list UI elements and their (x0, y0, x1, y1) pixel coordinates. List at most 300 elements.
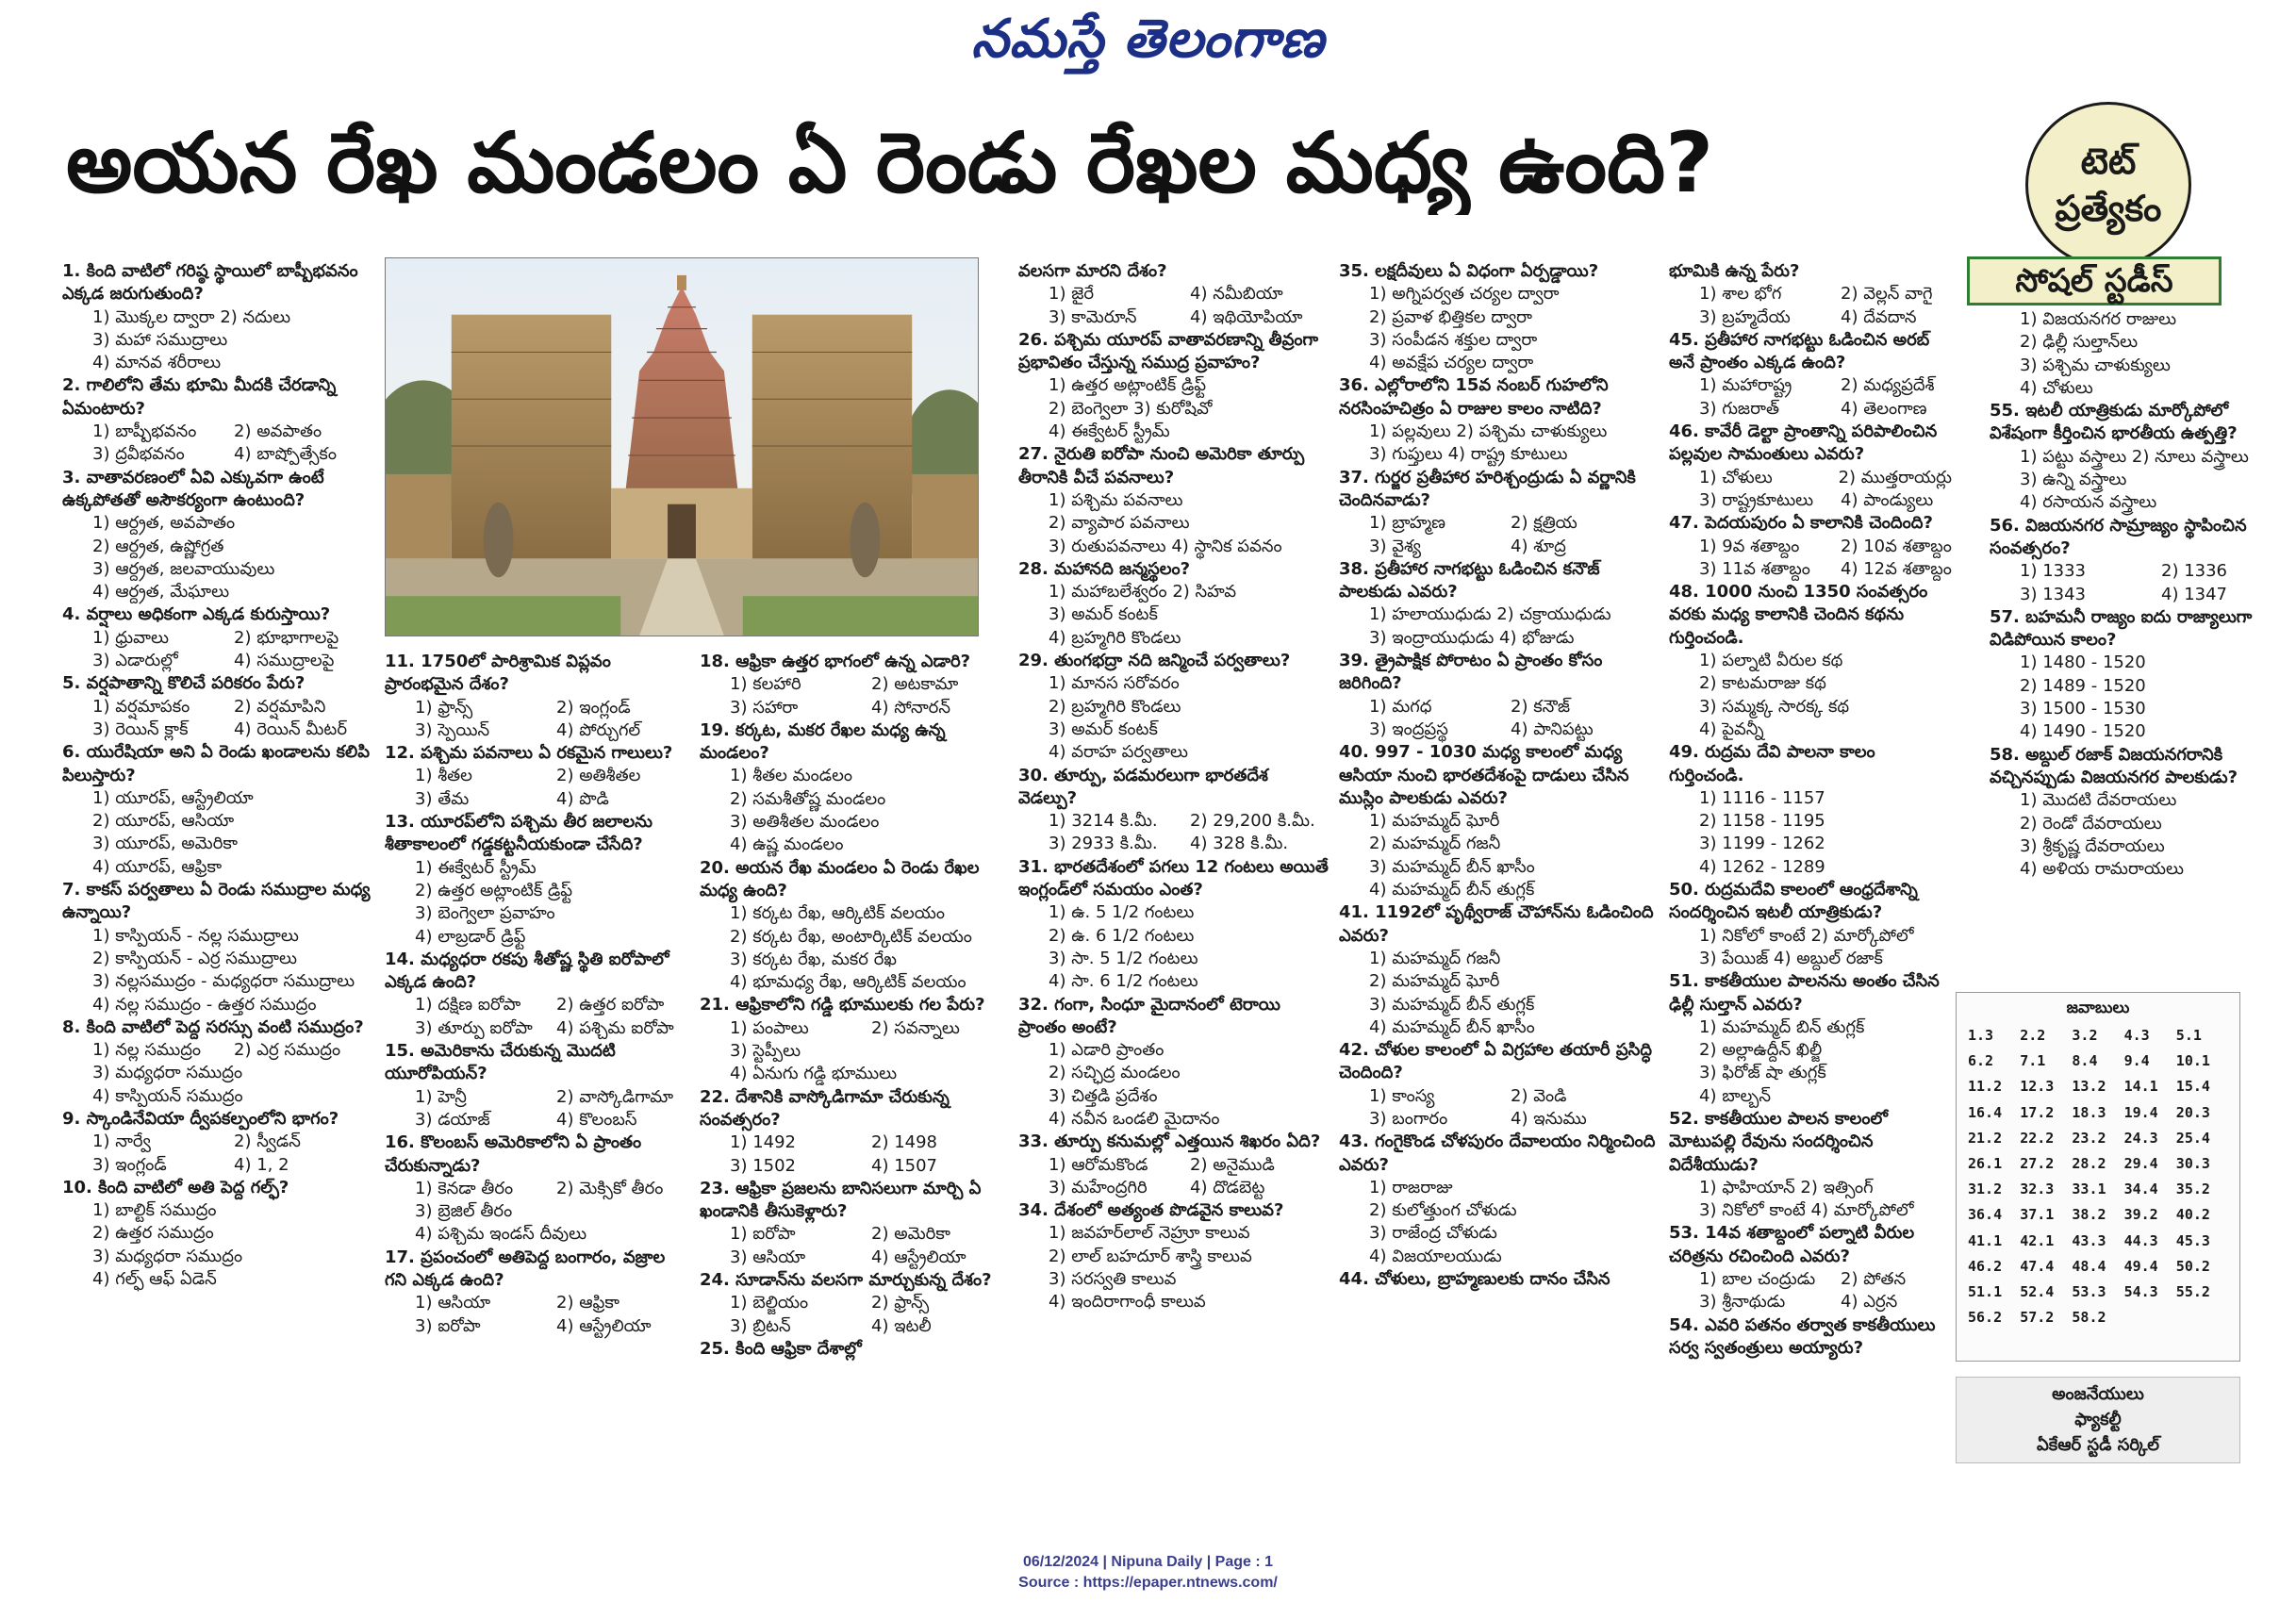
option-text: 2) సవన్నాలు (871, 1017, 960, 1038)
option-text: 3) 1502 (730, 1155, 797, 1176)
question-item (1669, 1222, 1952, 1313)
question-item (385, 1040, 686, 1131)
answer-cell: 16.4 (1968, 1103, 2003, 1121)
credit-institute: ఏకేఆర్ స్టడీ సర్కిల్ (2037, 1435, 2159, 1455)
option-text: 3) ఇంద్రాయుధుడు 4) భోజుడు (1369, 627, 1575, 648)
option-text: 1) యూరప్, ఆస్ట్రేలియా (92, 787, 254, 808)
option-text: 2) పోతన (1841, 1269, 1907, 1290)
option-text: 1) ఆరోమకొండ (1049, 1154, 1148, 1175)
option-text: 4) రెయిన్ మీటర్ (234, 718, 347, 739)
question-item (385, 949, 686, 1040)
option-text: 3) స్పెయిన్ (415, 719, 490, 740)
option-text: 3) సమ్మక్క సారక్క కథ (1699, 696, 1850, 717)
option-text: 1) మొక్కల ద్వారా 2) నదులు (92, 306, 291, 327)
question-text: 50. రుద్రమదేవి కాలంలో ఆంధ్రదేశాన్ని సందర్శించిన ఇటలీ యాత్రికుడు? (1669, 880, 1918, 923)
option-text: 4) సా. 6 1/2 గంటలు (1049, 971, 1198, 992)
answer-cell: 50.2 (2175, 1257, 2210, 1275)
option-text: 4) 1, 2 (234, 1154, 289, 1175)
answer-cell: 35.2 (2175, 1181, 2210, 1198)
question-item (62, 467, 373, 604)
option-text: 4) అళియ రామరాయలు (2020, 859, 2184, 880)
question-text: 39. త్రైపాక్షిక పోరాటం ఏ ప్రాంతం కోసం జరిగింది? (1339, 651, 1603, 694)
question-text: 13. యూరప్‌లోని పశ్చిమ తీర జలాలను శీతాకాలంలో గడ్డకట్టనీయకుండా చేసేది? (385, 812, 653, 855)
question-item (1339, 1268, 1656, 1291)
option-text: 2) భూభాగాలపై (234, 627, 339, 648)
option-text: 4) ఇందిరాగాంధీ కాలువ (1049, 1292, 1206, 1313)
option-text: 3) అమర్ కంటక్ (1049, 604, 1158, 625)
option-pair (385, 788, 686, 811)
question-text: 16. కొలంబస్ అమెరికాలోని ఏ ప్రాంతం చేరుకున్నాడు? (385, 1132, 642, 1176)
option-text: 3) ఎడారుల్లో (92, 651, 178, 671)
option-pair (62, 696, 373, 718)
option-text: 3) సహారా (730, 697, 799, 718)
option-pair (700, 1131, 1001, 1154)
answer-cell: 19.4 (2123, 1103, 2158, 1121)
question-column-7 (1990, 308, 2282, 881)
option-text: 3) చిత్తడి ప్రదేశం (1049, 1085, 1158, 1106)
question-text: 46. కావేరీ డెల్టా ప్రాంతాన్ని పరిపాలించిన పల్లవుల సామంతులు ఎవరు? (1669, 421, 1938, 465)
option-text: 4) బాల్బన్ (1699, 1085, 1771, 1106)
option-text: 4) విజయాలయుడు (1369, 1246, 1502, 1266)
answer-cell: 44.3 (2123, 1231, 2158, 1249)
option-text: 1) 3214 కి.మీ. (1049, 811, 1158, 832)
option-pair (700, 1247, 1001, 1269)
question-item (1018, 1199, 1330, 1313)
option-text: 1) మహాబలేశ్వరం 2) సిహవ (1049, 582, 1236, 603)
option-pair (1339, 1085, 1656, 1108)
option-text: 4) 1347 (2161, 584, 2228, 604)
option-pair (62, 1039, 373, 1062)
option-text: 4) ఇథియోపియా (1190, 306, 1303, 327)
option-text: 4) ఇనుము (1511, 1108, 1587, 1129)
option-pair (62, 1154, 373, 1177)
answer-cell: 33.1 (2072, 1181, 2106, 1198)
option-pair (1339, 1108, 1656, 1131)
option-text: 3) మహమ్మద్ బీన్ తుగ్లక్ (1369, 994, 1535, 1015)
option-text: 4) బాష్పోత్సేకం (234, 444, 337, 465)
answer-cell: 43.3 (2072, 1231, 2106, 1249)
question-item (700, 1269, 1001, 1338)
option-pair (1669, 398, 1952, 421)
option-text: 2) వెండి (1511, 1085, 1567, 1106)
option-text: 4) ఈక్వేటర్ స్ట్రీమ్ (1049, 421, 1170, 442)
question-item (1669, 581, 1952, 741)
question-text: 44. చోళులు, బ్రాహ్మణులకు దానం చేసిన (1339, 1269, 1611, 1290)
option-text: 3) బెంగ్వెలా ప్రవాహం (415, 903, 555, 924)
option-text: 4) దేవదాన (1841, 306, 1917, 327)
answer-cell: 37.1 (2020, 1206, 2055, 1224)
option-text: 3) నల్లసముద్రం - మధ్యధరా సముద్రాలు (92, 971, 355, 992)
answer-cell: 6.2 (1968, 1052, 1994, 1070)
option-text: 1) కలహారి (730, 674, 801, 695)
question-text: 22. దేశానికి వాస్కోడిగామా చేరుకున్న సంవత్సరం? (700, 1086, 950, 1130)
option-text: 2) బెంగ్వెలా 3) కురోషివో (1049, 398, 1213, 419)
option-text: 3) ఉన్ని వస్త్రాలు (2020, 470, 2127, 490)
option-text: 2) ఉత్తర సముద్రం (92, 1223, 214, 1244)
option-text: 2) కాటమరాజు కథ (1699, 673, 1826, 694)
option-text: 2) సచ్ఛిద్ర మండలం (1049, 1063, 1181, 1083)
question-text: 25. కింది ఆఫ్రికా దేశాల్లో (700, 1338, 862, 1359)
option-pair (1669, 1291, 1952, 1313)
option-text: 2) ఇంగ్లండ్ (556, 697, 631, 718)
option-text: 3) బ్రిటన్ (730, 1315, 791, 1336)
option-text: 2) మహమ్మద్ ఘోరీ (1369, 971, 1500, 992)
question-item (385, 742, 686, 811)
option-text: 2) అతిశీతల (556, 766, 641, 786)
option-text: 1) పల్లవులు 2) పశ్చిమ చాళుక్యులు (1369, 421, 1608, 442)
question-text: 4. వర్షాలు అధికంగా ఎక్కడ కురుస్తాయి? (62, 604, 331, 625)
footer-date-line: 06/12/2024 | Nipuna Daily | Page : 1 (1022, 1554, 1274, 1570)
question-item (1990, 606, 2282, 744)
option-text: 3) 1199 - 1262 (1699, 834, 1825, 854)
option-text: 4) పానిపట్టు (1511, 718, 1594, 739)
answer-cell: 1.3 (1968, 1027, 1994, 1044)
option-text: 2) 1158 - 1195 (1699, 811, 1825, 832)
question-item (1990, 308, 2282, 400)
question-text: 47. పెదయపురం ఏ కాలానికి చెందింది? (1669, 513, 1933, 534)
question-text: 17. ప్రపంచంలో అతిపెద్ద బంగారం, వజ్రాల గని ఎక్కడ ఉంది? (385, 1247, 666, 1291)
option-text: 2) ముత్తరాయర్లు (1838, 467, 1952, 487)
answer-cell: 51.1 (1968, 1282, 2003, 1300)
option-text: 1) చోళులు (1699, 467, 1773, 487)
option-text: 3) 11వ శతాబ్దం (1699, 558, 1810, 579)
option-text: 4) నల్ల సముద్రం - ఉత్తర సముద్రం (92, 994, 317, 1015)
option-text: 1) ఉత్తర అట్లాంటిక్ డ్రిఫ్ట్ (1049, 375, 1207, 396)
question-text: 24. సూడాన్‌ను వలసగా మార్చుకున్న దేశం? (700, 1270, 992, 1291)
question-item (385, 651, 686, 742)
option-text: 4) నవీన ఒండలి మైదానం (1049, 1108, 1220, 1129)
option-text: 1) 9వ శతాబ్దం (1699, 536, 1800, 556)
option-text: 4) భూమధ్య రేఖ, ఆర్కిటిక్ వలయం (730, 972, 966, 993)
answer-key-box (1956, 992, 2240, 1362)
option-text: 1) బాల్టిక్ సముద్రం (92, 1200, 217, 1221)
option-text: 2) 29,200 కి.మీ. (1190, 811, 1315, 832)
option-text: 2) స్వీడన్ (234, 1131, 301, 1152)
option-text: 3) తూర్పు ఐరోపా (415, 1017, 533, 1038)
question-item (1339, 1131, 1656, 1268)
option-text: 4) లాబ్రడార్ డ్రిఫ్ట్ (415, 926, 526, 947)
option-text: 1) కాంస్య (1369, 1085, 1435, 1106)
question-text: 55. ఇటలీ యాత్రికుడు మార్కోపోలో విశేషంగా కీర్తించిన భారతీయ ఉత్పత్తి? (1990, 401, 2238, 444)
option-text: 2) అటకామా (871, 674, 959, 695)
option-text: 3) మహమ్మద్ బీన్ ఖాసీం (1369, 856, 1535, 877)
subject-tag: సోషల్ స్టడీస్ (1967, 256, 2222, 306)
option-text: 4) సోనారన్ (871, 697, 950, 718)
option-text: 4) వరాహ పర్వతాలు (1049, 742, 1188, 763)
badge-line-2: ప్రత్యేకం (2055, 188, 2162, 229)
question-text: 29. తుంగభద్రా నది జన్మించే పర్వతాలు? (1018, 651, 1291, 671)
answer-cell: 11.2 (1968, 1078, 2003, 1096)
question-item (62, 1177, 373, 1291)
option-pair (1339, 696, 1656, 718)
option-text: 3) అతిశీతల మండలం (730, 812, 880, 833)
temple-photo (385, 257, 979, 636)
option-text: 1) మహమ్మద్ ఘోరీ (1369, 811, 1500, 832)
option-text: 3) అమర్ కంటక్ (1049, 718, 1158, 739)
option-text: 1) దక్షిణ ఐరోపా (415, 995, 521, 1016)
option-text: 1) ఆసియా (415, 1293, 491, 1313)
masthead-logo: నమస్తే తెలంగాణ (971, 8, 1325, 70)
option-text: 3) ఇంగ్లండ్ (92, 1154, 167, 1175)
question-column-4 (1018, 260, 1330, 1314)
question-text: వలసగా మారని దేశం? (1018, 261, 1167, 281)
answer-cell: 2.2 (2020, 1027, 2046, 1044)
option-text: 4) దొడబెట్ట (1190, 1177, 1265, 1197)
option-text: 1) జైరే (1049, 284, 1095, 305)
answer-cell: 23.2 (2072, 1129, 2106, 1147)
badge-line-1: టెట్ (2080, 140, 2137, 182)
answer-key-title: జవాబులు (2066, 999, 2130, 1017)
option-text: 3) ఇంద్రప్రస్థ (1369, 718, 1448, 739)
question-text: 45. ప్రతీహార నాగభట్టు ఓడించిన అరబ్ అనే ప్రాంతం ఎక్కడ ఉంది? (1669, 329, 1930, 373)
option-pair (1018, 810, 1330, 833)
question-text: 53. 14వ శతాబ్దంలో పల్నాటి వీరుల చరిత్రను రచించింది ఎవరు? (1669, 1223, 1915, 1266)
question-text: 3. వాతావరణంలో ఏవి ఎక్కువగా ఉంటే ఉక్కపోతతో అసౌకర్యంగా ఉంటుంది? (62, 467, 324, 510)
option-text: 1) బెల్జియం (730, 1293, 809, 1313)
option-text: 4) ఎర్రన (1841, 1292, 1898, 1313)
option-text: 4) సముద్రాలపై (234, 651, 335, 671)
option-text: 1) మహారాష్ట్ర (1699, 375, 1792, 396)
footer-source-line: Source : https://epaper.ntnews.com/ (1018, 1575, 1278, 1591)
option-pair (385, 697, 686, 719)
option-text: 4) 1490 - 1520 (2020, 721, 2146, 742)
answer-cell: 13.2 (2072, 1078, 2106, 1096)
option-text: 3) గుజరాత్ (1699, 398, 1779, 419)
option-text: 3) పేయిజ్ 4) అబ్దుల్ రజాక్ (1699, 948, 1883, 968)
option-text: 3) స్టెప్పీలు (730, 1041, 801, 1062)
question-item (700, 1086, 1001, 1178)
option-text: 1) పట్టు వస్త్రాలు 2) నూలు వస్త్రాలు (2020, 446, 2249, 467)
option-pair (700, 1292, 1001, 1314)
question-text: 5. వర్షపాతాన్ని కొలిచే పరికరం పేరు? (62, 673, 306, 694)
option-text: 1) కెనడా తీరం (415, 1178, 514, 1198)
option-text: 3) ఆసియా (730, 1247, 806, 1267)
option-pair (1669, 283, 1952, 306)
option-text: 4) 12వ శతాబ్దం (1841, 558, 1952, 579)
question-item (1990, 400, 2282, 514)
option-text: 2) మెక్సికో తీరం (556, 1178, 664, 1198)
answer-cell: 36.4 (1968, 1206, 2003, 1224)
question-text: 57. బహమనీ రాజ్యం ఐదు రాజ్యాలుగా విడిపోయిన కాలం? (1990, 606, 2253, 651)
option-text: 2) అల్లాఉద్దీన్ ఖిల్జీ (1699, 1040, 1823, 1061)
option-text: 4) కొలంబస్ (556, 1109, 637, 1130)
answer-cell: 47.4 (2020, 1257, 2055, 1275)
option-pair (1018, 1154, 1330, 1177)
option-text: 1) హెన్రీ (415, 1086, 467, 1107)
option-pair (700, 1017, 1001, 1040)
option-pair (62, 421, 373, 443)
option-text: 3) కర్కట రేఖ, మకర రేఖ (730, 949, 897, 969)
option-text: 1) ఈక్వేటర్ స్ట్రీమ్ (415, 857, 537, 878)
option-pair (1669, 374, 1952, 397)
question-item (1990, 515, 2282, 606)
question-item (62, 260, 373, 374)
question-item (1018, 856, 1330, 994)
option-text: 2) ఆర్ద్రత, ఉష్ణోగ్రత (92, 536, 224, 556)
question-text: 38. ప్రతీహార నాగభట్టు ఓడించిన కనౌజ్ పాలకుడు ఎవరు? (1339, 558, 1600, 603)
question-item (1018, 650, 1330, 764)
option-text: 1) పశ్చిమ పవనాలు (1049, 489, 1183, 510)
answer-cell: 4.3 (2123, 1027, 2150, 1044)
option-text: 3) ఫిరోజ్ షా తుగ్లక్ (1699, 1063, 1826, 1083)
option-text: 1) కాస్పియన్ - నల్ల సముద్రాలు (92, 925, 299, 946)
option-text: 3) పశ్చిమ చాళుక్యులు (2020, 355, 2171, 375)
option-text: 2) రెండో దేవరాయలు (2020, 813, 2162, 834)
answer-cell: 28.2 (2072, 1154, 2106, 1172)
option-text: 3) బ్రెజిల్ తీరం (415, 1201, 513, 1222)
answer-cell: 8.4 (2072, 1052, 2098, 1070)
question-item (1018, 443, 1330, 557)
option-text: 4) పోర్చుగల్ (556, 719, 641, 740)
answer-cell: 21.2 (1968, 1129, 2003, 1147)
question-item (1669, 741, 1952, 879)
option-text: 3) రుతుపవనాలు 4) స్థానిక పవనం (1049, 536, 1282, 556)
option-text: 1) 1116 - 1157 (1699, 787, 1825, 808)
option-text: 1) ఐరోపా (730, 1224, 796, 1245)
question-text: 20. అయన రేఖ మండలం ఏ రెండు రేఖల మధ్య ఉంది? (700, 857, 980, 900)
question-item (1339, 558, 1656, 650)
option-pair (385, 1178, 686, 1200)
question-item (1018, 329, 1330, 443)
question-text: 1. కింది వాటిలో గరిష్ఠ స్థాయిలో బాష్పీభవనం ఎక్కడ జరుగుతుంది? (62, 261, 358, 305)
option-text: 4) యూరప్, ఆఫ్రికా (92, 856, 223, 877)
question-item (700, 1178, 1001, 1269)
option-text: 1) పంపాలు (730, 1017, 809, 1038)
option-text: 1) శీతల (415, 766, 472, 786)
question-item (1669, 512, 1952, 581)
option-text: 1) వర్షమాపకం (92, 696, 190, 717)
option-text: 3) 1500 - 1530 (2020, 699, 2146, 719)
page-headline: అయన రేఖ మండలం ఏ రెండు రేఖల మధ్య ఉంది? (66, 114, 1714, 211)
answer-cell: 52.4 (2020, 1282, 2055, 1300)
page-footer (0, 1552, 2296, 1594)
answer-cell: 22.2 (2020, 1129, 2055, 1147)
answer-cell: 15.4 (2175, 1078, 2210, 1096)
option-pair (700, 1315, 1001, 1338)
answer-cell: 38.2 (2072, 1206, 2106, 1224)
option-text: 1) 1492 (730, 1132, 797, 1153)
option-text: 4) తెలంగాణ (1841, 398, 1927, 419)
option-text: 1) మహమ్మద్ గజనీ (1369, 948, 1501, 968)
option-text: 2) వెల్లన్ వాగై (1841, 284, 1933, 305)
option-text: 3) మహా సముద్రాలు (92, 329, 228, 350)
option-text: 2) ఢిల్లీ సుల్తాన్‌లు (2020, 332, 2139, 353)
answer-cell: 46.2 (1968, 1257, 2003, 1275)
option-text: 1) ఫాహియాన్ 2) ఇత్సింగ్ (1699, 1177, 1874, 1197)
question-item (62, 374, 373, 466)
option-text: 4) మహమ్మద్ బీన్ తుగ్లక్ (1369, 880, 1535, 900)
question-text: 34. దేశంలో అత్యంత పొడవైన కాలువ? (1018, 1200, 1284, 1221)
question-text: 58. అబ్దుల్ రజాక్ విజయనగరానికి వచ్చినప్పుడు విజయనగర పాలకుడు? (1990, 744, 2238, 787)
question-item (1339, 901, 1656, 1039)
answer-cell: 32.3 (2020, 1181, 2055, 1198)
option-text: 4) నమీబియా (1190, 284, 1283, 305)
question-column-6 (1669, 260, 1952, 1360)
option-text: 2) బ్రహ్మగిరి కొండలు (1049, 696, 1181, 717)
question-item (1018, 558, 1330, 650)
option-text: 4) 1262 - 1289 (1699, 856, 1825, 877)
question-text: 54. ఎవరి పతనం తర్వాత కాకతీయులు సర్వ స్వతంత్రులు అయ్యారు? (1669, 1314, 1936, 1358)
tet-special-badge (2025, 102, 2191, 268)
option-text: 1) రాజరాజు (1369, 1177, 1453, 1197)
question-item (1339, 741, 1656, 901)
option-text: 1) బ్రాహ్మణ (1369, 513, 1445, 534)
question-text: 31. భారతదేశంలో పగలు 12 గంటలు అయితే ఇంగ్లండ్‌లో సమయం ఎంత? (1018, 856, 1329, 900)
question-item (1018, 260, 1330, 329)
option-text: 1) బాల చంద్రుడు (1699, 1269, 1816, 1290)
option-text: 2) యూరప్, ఆసియా (92, 811, 235, 832)
question-item (1339, 467, 1656, 558)
answer-cell: 20.3 (2175, 1103, 2210, 1121)
question-item (1669, 329, 1952, 421)
temple-illustration (386, 258, 978, 636)
option-text: 2) క్షత్రియ (1511, 513, 1577, 534)
question-item (1339, 374, 1656, 466)
option-text: 3) సంపీడన శక్తుల ద్వారా (1369, 329, 1538, 350)
answer-cell: 45.3 (2175, 1231, 2210, 1249)
question-text: 30. తూర్పు, పడమరలుగా భారతదేశ వెడల్పు? (1018, 765, 1268, 808)
question-text: 32. గంగా, సింధూ మైదానంలో టెరాయి ప్రాంతం అంటే? (1018, 994, 1280, 1037)
option-text: 1) మొదటి దేవరాయలు (2020, 790, 2177, 811)
answer-cell: 12.3 (2020, 1078, 2055, 1096)
question-item (62, 1108, 373, 1177)
question-column-1 (62, 260, 373, 1291)
question-column-3 (700, 651, 1001, 1361)
answer-cell: 57.2 (2020, 1309, 2055, 1327)
question-item (700, 994, 1001, 1085)
answer-cell: 17.2 (2020, 1103, 2055, 1121)
option-pair (385, 1292, 686, 1314)
option-pair (385, 1017, 686, 1040)
question-text: 11. 1750లో పారిశ్రామిక విప్లవం ప్రారంభమైన దేశం? (385, 652, 611, 695)
option-text: 4) పొడి (556, 788, 609, 809)
question-text: భూమికి ఉన్న పేరు? (1669, 261, 1800, 281)
option-text: 4) ఉష్ణ మండలం (730, 834, 844, 855)
option-text: 3) మధ్యధరా సముద్రం (92, 1063, 243, 1083)
option-text: 3) బ్రహ్మదేయ (1699, 306, 1791, 327)
question-item (1339, 260, 1656, 374)
option-text: 3) కామెరూన్ (1049, 306, 1137, 327)
option-text: 4) రసాయన వస్త్రాలు (2020, 492, 2157, 513)
question-item (1669, 970, 1952, 1108)
option-text: 3) సరస్వతి కాలువ (1049, 1269, 1177, 1290)
faculty-credit (1956, 1377, 2240, 1463)
answer-cell: 54.3 (2123, 1282, 2158, 1300)
question-item (700, 857, 1001, 995)
option-pair (1018, 306, 1330, 329)
option-text: 4) అవక్షేప చర్యల ద్వారా (1369, 353, 1534, 373)
option-text: 4) పాండ్యులు (1841, 489, 1934, 510)
option-text: 1) నల్ల సముద్రం (92, 1040, 202, 1061)
option-text: 1) పల్నాటి వీరుల కథ (1699, 651, 1843, 671)
option-text: 4) పశ్చిమ ఇండస్ దీవులు (415, 1224, 587, 1245)
option-pair (385, 765, 686, 787)
answer-cell: 40.2 (2175, 1206, 2210, 1224)
answer-cell: 24.3 (2123, 1129, 2158, 1147)
option-text: 2) 10వ శతాబ్దం (1841, 536, 1952, 556)
option-text: 1) ధ్రువాలు (92, 627, 169, 648)
question-text: 14. మధ్యధరా రకపు శీతోష్ణ స్థితి ఐరోపాలో ఎక్కడ ఉంది? (385, 949, 669, 993)
answer-cell: 3.2 (2072, 1027, 2098, 1044)
option-text: 1) అగ్నిపర్వత చర్యల ద్వారా (1369, 284, 1560, 305)
option-text: 2) 1336 (2161, 561, 2228, 582)
answer-cell: 27.2 (2020, 1154, 2055, 1172)
option-text: 4) ఆస్ట్రేలియా (556, 1315, 652, 1336)
option-text: 3) శ్రీనాథుడు (1699, 1292, 1786, 1313)
option-text: 1) మహమ్మద్ బిన్ తుగ్లక్ (1699, 1016, 1865, 1037)
question-item (62, 741, 373, 879)
option-pair (1669, 1268, 1952, 1291)
